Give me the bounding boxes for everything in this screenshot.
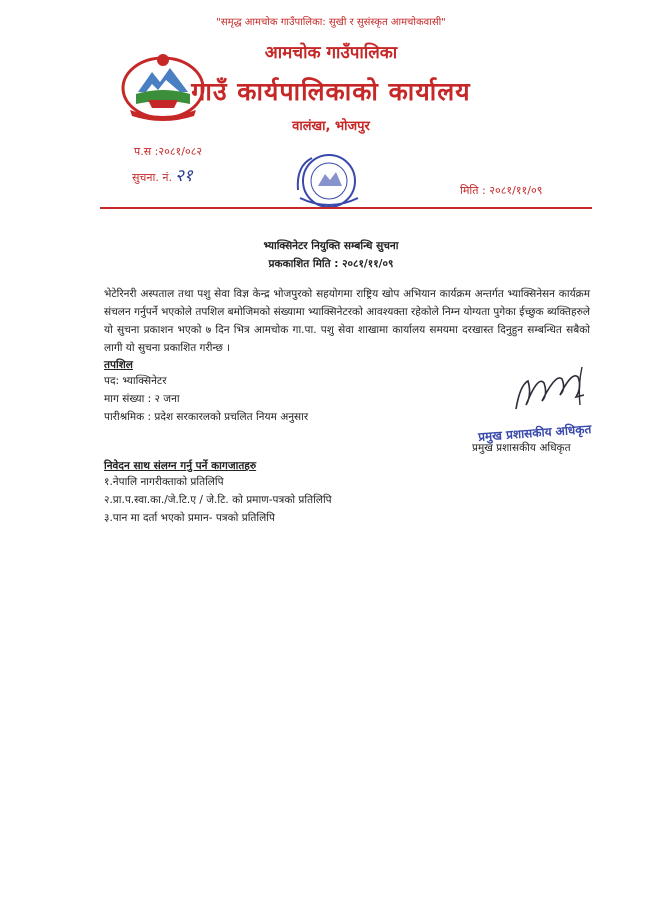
notice-date xyxy=(460,183,542,198)
details-section xyxy=(104,358,308,426)
attachment-item: १.नेपालि नागरीक्ताको प्रतिलिपि xyxy=(104,476,224,488)
attachment-item: ३.पान मा दर्ता भएको प्रमान- पत्रको प्रतिलिपि xyxy=(104,512,275,524)
signature-stamp: प्रमुख प्रशासकीय अधिकृत xyxy=(477,422,592,444)
notice-subject xyxy=(0,237,662,273)
municipality-name: आमचोक गाउँपालिका xyxy=(264,43,398,63)
nepal-emblem-icon xyxy=(118,50,208,122)
notice-number-label: सुचना. नं. xyxy=(132,171,172,184)
office-name: गाउँ कार्यपालिकाको कार्यालय xyxy=(191,77,471,106)
signature-icon xyxy=(498,365,598,415)
attachments-title: निवेदन साथ संलग्न गर्नु पर्ने कागजातहरु xyxy=(104,460,257,472)
details-item: माग संख्या : २ जना xyxy=(104,393,180,405)
office-stamp-icon xyxy=(292,150,366,212)
header-divider xyxy=(100,207,592,209)
letterhead-motto: "समृद्ध आमचोक गाउँपालिका: सुखी र सुसंस्कृत आमचोकवासी" xyxy=(216,17,446,28)
notice-body: भेटेरिनरी अस्पताल तथा पशु सेवा विज्ञ केन्द्र भोजपुरको सहयोगमा राष्ट्रिय खोप अभियान कार्यक्रम अन्तर्गत भ्याक्सिनेसन कार्यक्रम संचलन गर्नुपर्ने भएकोले तपशिल बमोजिमको संख्यामा भ्याक्सिनेटरको आवश्यक्ता रहेकोले निम्न योग्यता पुगेका ईच्छुक ब्यक्तिहरुले यो सुचना प्रकाशन भएको ७ दिन भित्र आमचोक गा.पा. पशु सेवा शाखामा कार्यालय समयमा दरखास्त दिनुहुन सम्बन्धित सबैको लागी यो सुचना प्रकाशित गरीन्छ । xyxy=(104,288,590,354)
date-value: २०८१/११/०९ xyxy=(489,184,543,197)
reference-label: प.स : xyxy=(134,145,159,158)
date-label: मिति : xyxy=(460,184,486,197)
details-item: पद: भ्याक्सिनेटर xyxy=(104,375,167,387)
details-item: पारीश्रमिक : प्रदेश सरकारलको प्रचलित नियम अनुसार xyxy=(104,411,309,423)
published-date: प्रककाशित मिति : २०८१/११/०९ xyxy=(268,258,394,270)
notice-number xyxy=(132,163,193,186)
details-title: तपशिल xyxy=(104,359,133,371)
reference-value: २०८१/०८२ xyxy=(158,145,203,158)
signatory-title: प्रमुख प्रशासकीय अधिकृत xyxy=(472,442,571,454)
office-address: वालंखा, भोजपुर xyxy=(292,119,370,134)
reference-number xyxy=(134,144,202,159)
attachments-section xyxy=(104,459,332,527)
subject-title: भ्याक्सिनेटर नियुक्ति सम्बन्धि सुचना xyxy=(263,240,399,252)
notice-number-value: २१ xyxy=(174,166,193,186)
attachment-item: २.प्रा.प.स्वा.का./जे.टि.ए / जे.टि. को प्रमाण-पत्रको प्रतिलिपि xyxy=(104,494,332,506)
